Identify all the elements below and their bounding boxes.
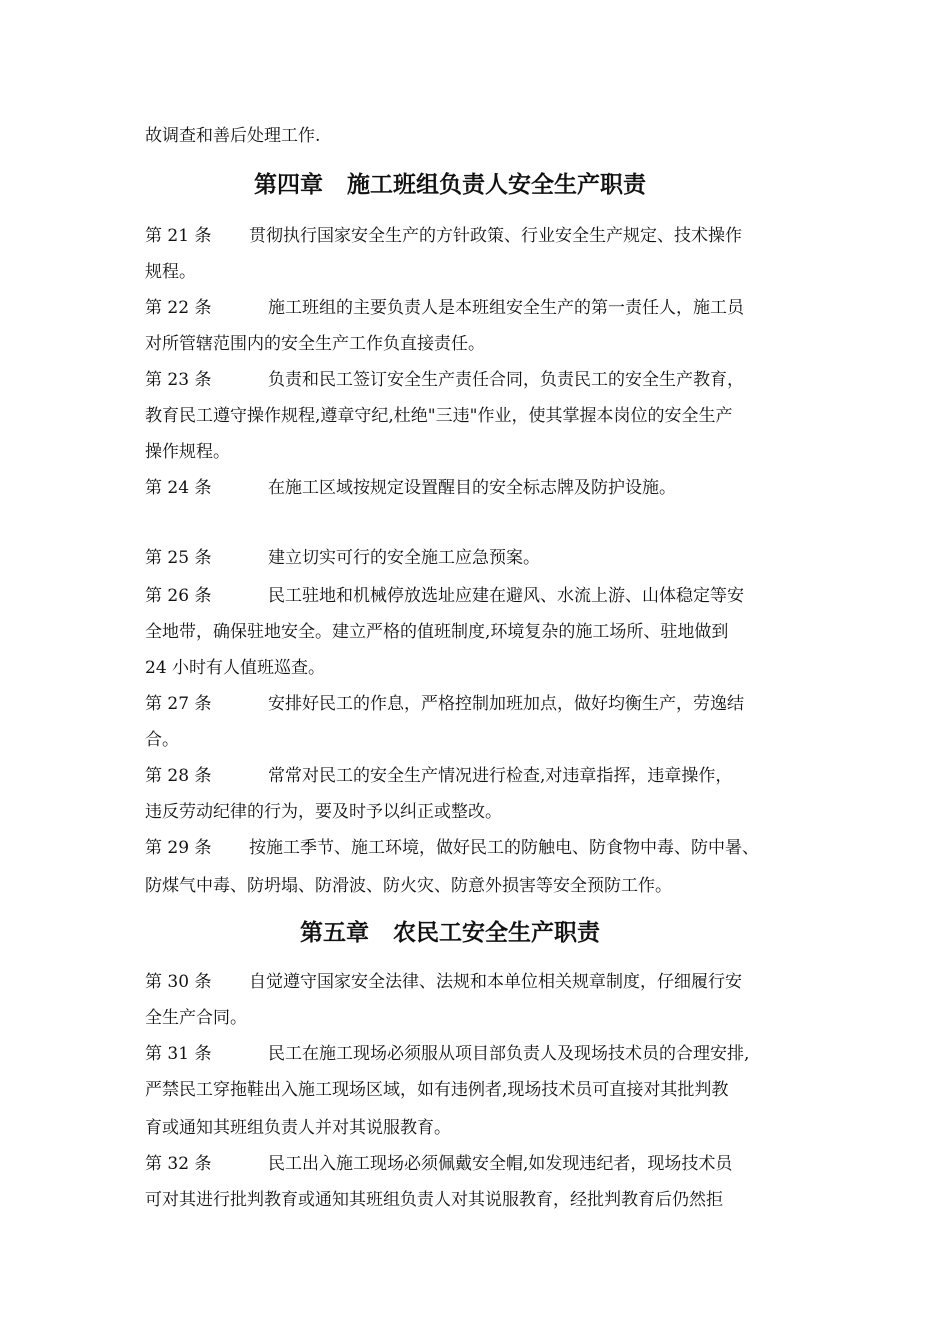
article-24: [145, 476, 825, 500]
article-text: 施工班组的主要负责人是本班组安全生产的第一责任人，施工员: [268, 298, 744, 318]
article-text: 安排好民工的作息，严格控制加班加点，做好均衡生产，劳逸结: [268, 694, 744, 714]
article-23-line-3: 操作规程。: [145, 442, 230, 462]
article-label: 第 26 条: [145, 586, 212, 606]
article-26: [145, 584, 825, 608]
article-23: [145, 368, 825, 392]
article-30: [145, 970, 825, 994]
article-26-line-2: 全地带，确保驻地安全。建立严格的值班制度,环境复杂的施工场所、驻地做到: [145, 622, 729, 642]
article-label: 第 27 条: [145, 694, 212, 714]
article-text: 贯彻执行国家安全生产的方针政策、行业安全生产规定、技术操作: [249, 226, 742, 246]
article-30-line-2: 全生产合同。: [145, 1008, 247, 1028]
article-28-line-2: 违反劳动纪律的行为，要及时予以纠正或整改。: [145, 802, 502, 822]
chapter-5-heading: [0, 918, 900, 948]
article-21: [145, 224, 825, 248]
article-29: [145, 836, 825, 860]
chapter-4-heading: [0, 170, 900, 200]
article-31-line-3: 育或通知其班组负责人并对其说服教育。: [145, 1118, 451, 1138]
article-31-line-2: 严禁民工穿拖鞋出入施工现场区域，如有违例者,现场技术员可直接对其批判教: [145, 1080, 729, 1100]
article-label: 第 24 条: [145, 478, 212, 498]
article-text: 按施工季节、施工环境，做好民工的防触电、防食物中毒、防中暑、: [249, 838, 759, 858]
article-27-line-2: 合。: [145, 730, 179, 750]
article-label: 第 30 条: [145, 972, 212, 992]
article-23-line-2: 教育民工遵守操作规程,遵章守纪,杜绝"三违"作业，使其掌握本岗位的安全生产: [145, 406, 733, 426]
article-32: [145, 1152, 825, 1176]
article-27: [145, 692, 825, 716]
article-label: 第 28 条: [145, 766, 212, 786]
article-text: 在施工区域按规定设置醒目的安全标志牌及防护设施。: [268, 478, 676, 498]
article-text: 民工在施工现场必须服从项目部负责人及现场技术员的合理安排,: [268, 1044, 750, 1064]
article-31: [145, 1042, 825, 1066]
article-25: [145, 546, 825, 570]
article-label: 第 32 条: [145, 1154, 212, 1174]
article-text: 自觉遵守国家安全法律、法规和本单位相关规章制度，仔细履行安: [249, 972, 742, 992]
article-label: 第 29 条: [145, 838, 212, 858]
article-label: 第 23 条: [145, 370, 212, 390]
intro-line: 故调查和善后处理工作.: [145, 126, 321, 146]
article-label: 第 25 条: [145, 548, 212, 568]
article-26-line-3: 24 小时有人值班巡查。: [145, 658, 326, 678]
article-22-line-2: 对所管辖范围内的安全生产工作负直接责任。: [145, 334, 485, 354]
article-29-line-2: 防煤气中毒、防坍塌、防滑波、防火灾、防意外损害等安全预防工作。: [145, 876, 672, 896]
article-label: 第 21 条: [145, 226, 212, 246]
chapter-4-title: 施工班组负责人安全生产职责: [347, 171, 646, 198]
article-22: [145, 296, 825, 320]
article-text: 常常对民工的安全生产情况进行检查,对违章指挥，违章操作，: [268, 766, 733, 786]
article-32-line-2: 可对其进行批判教育或通知其班组负责人对其说服教育，经批判教育后仍然拒: [145, 1190, 723, 1210]
article-label: 第 31 条: [145, 1044, 212, 1064]
chapter-5-number: 第五章: [300, 919, 369, 946]
article-text: 负责和民工签订安全生产责任合同，负责民工的安全生产教育，: [268, 370, 744, 390]
article-28: [145, 764, 825, 788]
chapter-5-title: 农民工安全生产职责: [393, 919, 600, 946]
article-text: 民工出入施工现场必须佩戴安全帽,如发现违纪者，现场技术员: [268, 1154, 733, 1174]
article-21-line-2: 规程。: [145, 262, 196, 282]
article-label: 第 22 条: [145, 298, 212, 318]
article-text: 建立切实可行的安全施工应急预案。: [268, 548, 540, 568]
article-text: 民工驻地和机械停放选址应建在避风、水流上游、山体稳定等安: [268, 586, 744, 606]
chapter-4-number: 第四章: [254, 171, 323, 198]
